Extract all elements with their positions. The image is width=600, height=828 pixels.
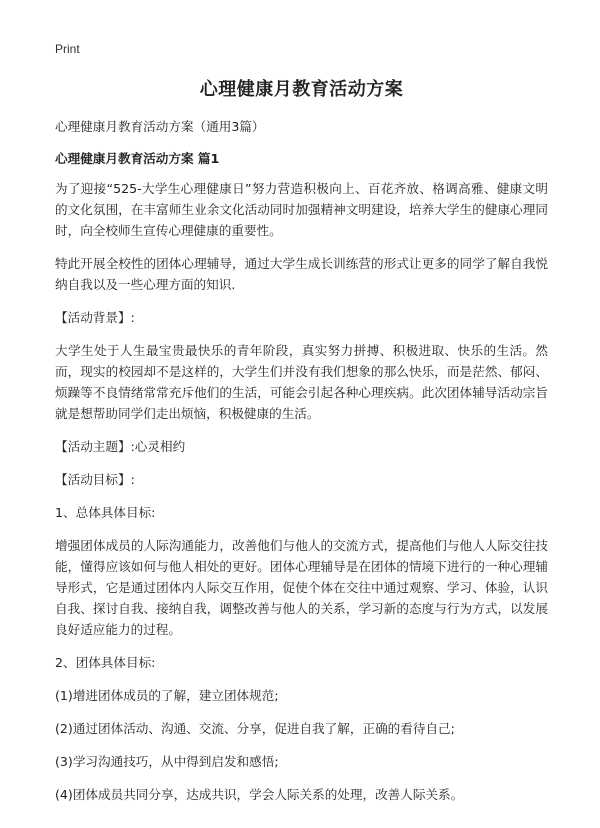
heading-goals: 【活动目标】: xyxy=(55,472,135,487)
paragraph-overall-goals: 增强团体成员的人际沟通能力，改善他们与他人的交流方式，提高他们与他人人际交往技能，懂得应该如何与他人相处的更好。团体心理辅导是在团体的情境下进行的一种心理辅导形式，它是通过团体内人际交互作用，促使个体在交往中通过观察、学习、体验，认识自我、探讨自我、接纳自我，调整改善与他人的关系，学习新的态度与行为方式，以发展良好适应能力的过程。 xyxy=(55,538,548,637)
list-item-goal-4: (4)团体成员共同分享，达成共识，学会人际关系的处理，改善人际关系。 xyxy=(55,787,464,802)
list-item-goal-3: (3)学习沟通技巧，从中得到启发和感悟; xyxy=(55,754,279,769)
print-label: Print xyxy=(55,42,80,56)
document-title: 心理健康月教育活动方案 xyxy=(199,79,404,100)
heading-background: 【活动背景】: xyxy=(55,310,135,325)
heading-group-goals: 2、团体具体目标: xyxy=(55,655,156,670)
heading-theme: 【活动主题】:心灵相约 xyxy=(55,439,186,454)
list-item-goal-1: (1)增进团体成员的了解，建立团体规范; xyxy=(55,688,279,703)
heading-overall-goals: 1、总体具体目标: xyxy=(55,505,156,520)
paragraph-background: 大学生处于人生最宝贵最快乐的青年阶段，真实努力拼搏、积极进取、快乐的生活。然而，现实的校园却不是这样的，大学生们并没有我们想象的那么快乐，而是茫然、郁闷、烦躁等不良情绪常常充斥他们的生活，可能会引起各种心理疾病。此次团体辅导活动宗旨就是想帮助同学们走出烦恼，积极健康的生活。 xyxy=(55,343,548,421)
paragraph-intro: 为了迎接“525-大学生心理健康日”努力营造积极向上、百花齐放、格调高雅、健康文明的文化氛围，在丰富师生业余文化活动同时加强精神文明建设，培养大学生的健康心理同时，向全校师生宣传心理健康的重要性。 xyxy=(55,181,548,238)
list-item-goal-2: (2)通过团体活动、沟通、交流、分享，促进自我了解，正确的看待自己; xyxy=(55,721,455,736)
paragraph-purpose: 特此开展全校性的团体心理辅导，通过大学生成长训练营的形式让更多的同学了解自我悦纳自我以及一些心理方面的知识. xyxy=(55,256,548,292)
document-subtitle: 心理健康月教育活动方案（通用3篇） xyxy=(55,119,265,134)
section-title: 心理健康月教育活动方案 篇1 xyxy=(55,151,220,166)
